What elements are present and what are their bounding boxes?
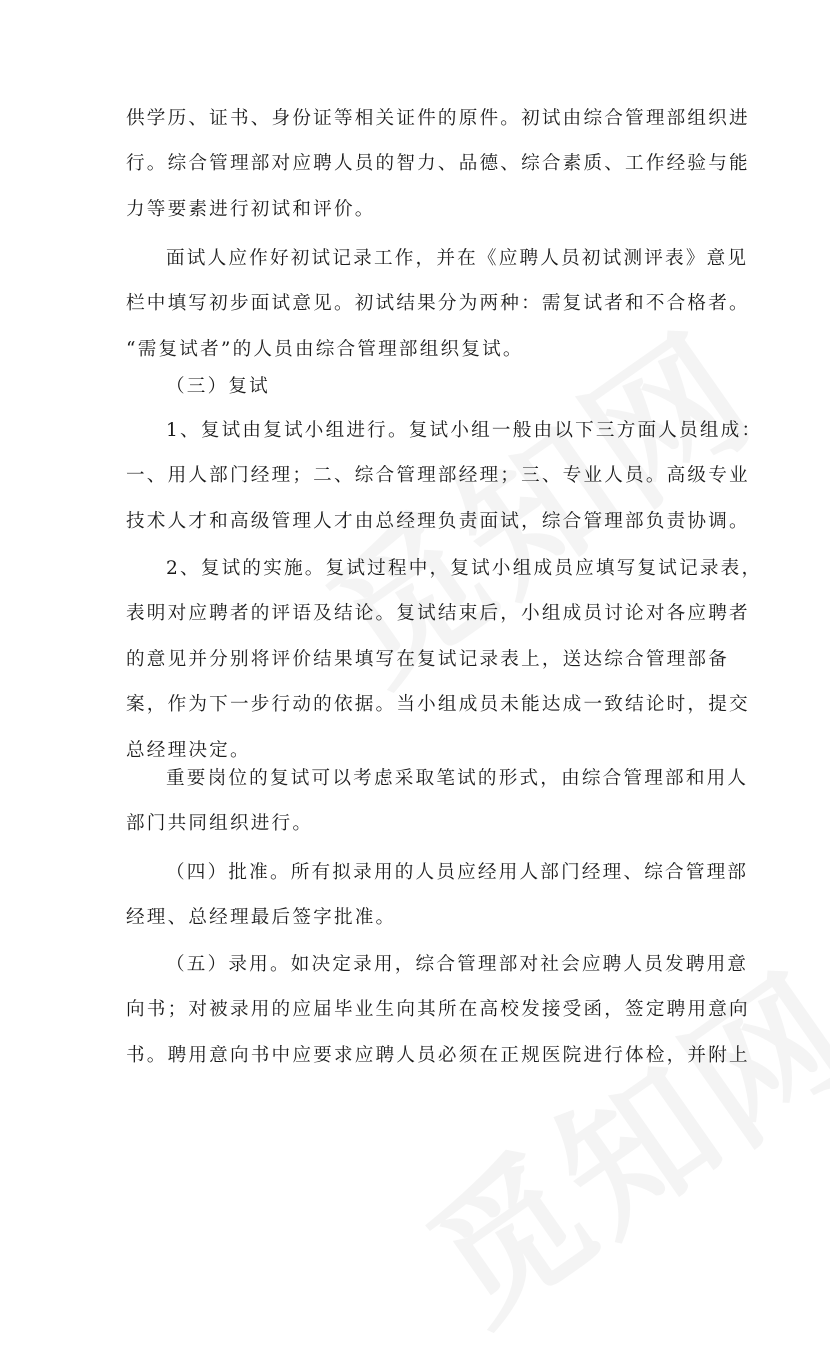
paragraph — [126, 850, 749, 941]
text-line: 表明对应聘者的评语及结论。复试结束后，小组成员讨论对各应聘者 — [126, 603, 750, 625]
text-line: 部门共同组织进行。 — [126, 813, 314, 835]
text-line: 面试人应作好初试记录工作，并在《应聘人员初试测评表》意见 — [166, 248, 749, 269]
text-line: 1、复试由复试小组进行。复试小组一般由以下三方面人员组成： — [166, 420, 763, 441]
text-line: （四）批准。所有拟录用的人员应经用人部门经理、综合管理部 — [166, 862, 749, 883]
text-line: 一、用人部门经理；二、综合管理部经理；三、专业人员。高级专业 — [126, 465, 750, 487]
text-line: 2、复试的实施。复试过程中，复试小组成员应填写复试记录表， — [166, 558, 763, 579]
paragraph — [126, 236, 750, 372]
text-line: 总经理决定。 — [126, 739, 251, 761]
text-line: 供学历、证书、身份证等相关证件的原件。初试由综合管理部组织进 — [126, 108, 750, 129]
text-line: （三）复试 — [166, 376, 270, 397]
text-line: （五）录用。如决定录用，综合管理部对社会应聘人员发聘用意 — [166, 954, 749, 975]
text-line: 的意见并分别将评价结果填写在复试记录表上，送达综合管理部备 — [126, 648, 730, 670]
text-line: 向书；对被录用的应届毕业生向其所在高校发接受函，签定聘用意向 — [126, 999, 750, 1021]
section-heading — [126, 364, 712, 409]
text-line: 经理、总经理最后签字批准。 — [126, 907, 397, 929]
paragraph — [126, 942, 750, 1078]
text-line: 案，作为下一步行动的依据。当小组成员未能达成一致结论时，提交 — [126, 694, 750, 716]
paragraph — [126, 96, 750, 232]
paragraph — [126, 756, 749, 847]
text-line: 栏中填写初步面试意见。初试结果分为两种：需复试者和不合格者。 — [126, 293, 750, 315]
text-line: 书。聘用意向书中应要求应聘人员必须在正规医院进行体检，并附上 — [126, 1044, 750, 1066]
text-line: 重要岗位的复试可以考虑采取笔试的形式，由综合管理部和用人 — [166, 768, 749, 789]
paragraph — [126, 546, 763, 773]
paragraph — [126, 408, 763, 544]
text-line: 力等要素进行初试和评价。 — [126, 198, 376, 220]
text-line: 技术人才和高级管理人才由总经理负责面试，综合管理部负责协调。 — [126, 510, 750, 532]
text-line: 行。综合管理部对应聘人员的智力、品德、综合素质、工作经验与能 — [126, 153, 750, 175]
text-line: “需复试者”的人员由综合管理部组织复试。 — [126, 338, 524, 360]
